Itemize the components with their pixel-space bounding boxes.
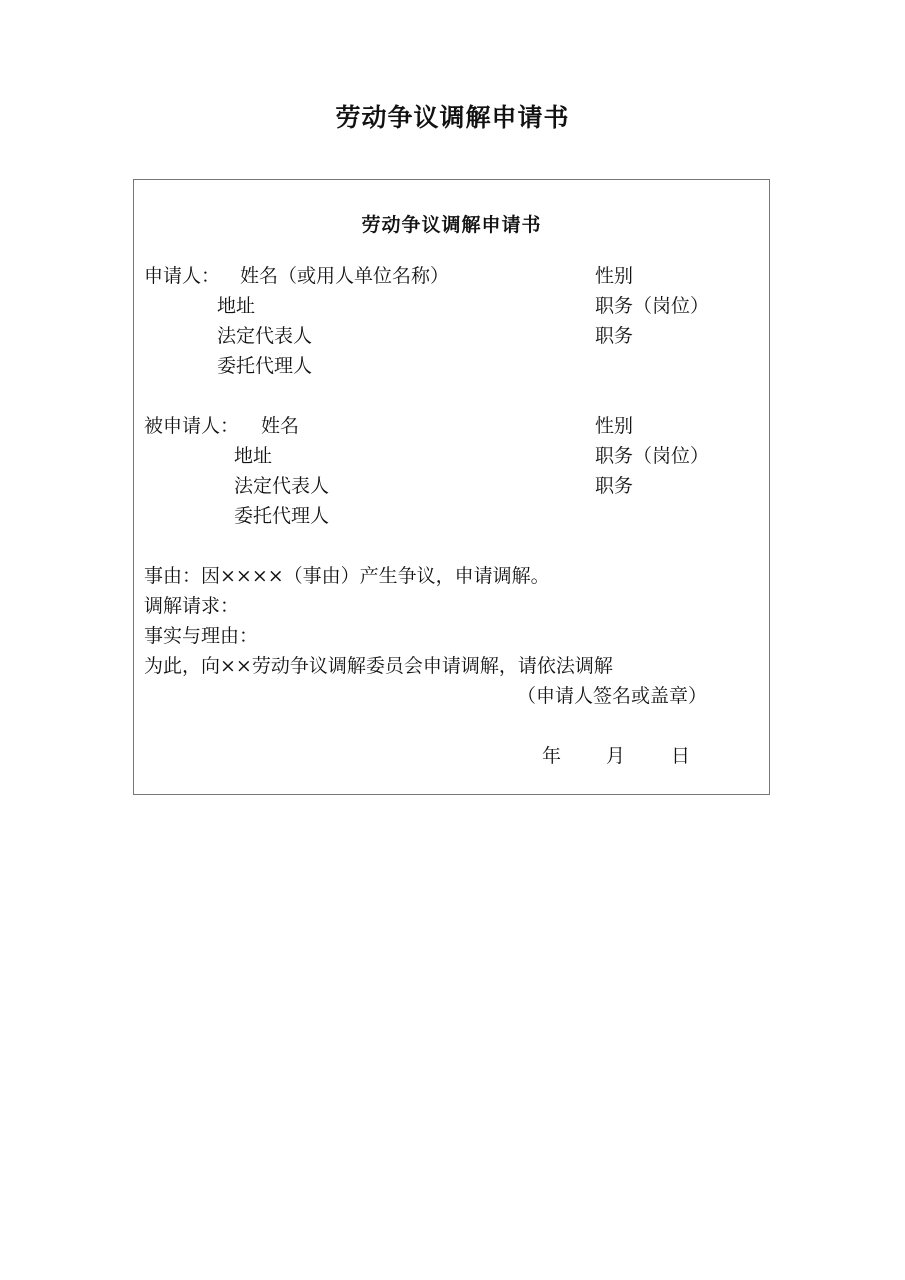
applicant-address-label: 地址	[217, 295, 256, 317]
cause-line: 事由：因××××（事由）产生争议，申请调解。	[144, 565, 550, 587]
facts-line: 事实与理由：	[144, 625, 259, 647]
applicant-agent-label: 委托代理人	[217, 355, 313, 377]
respondent-name-label: 姓名	[261, 415, 300, 437]
date-month-label: 月	[606, 745, 626, 767]
respondent-position-post-label: 职务（岗位）	[595, 445, 710, 467]
applicant-position-post-label: 职务（岗位）	[595, 295, 710, 317]
date-day-label: 日	[671, 745, 691, 767]
application-form-box	[133, 179, 770, 795]
date-year-label: 年	[542, 745, 562, 767]
document-title: 劳动争议调解申请书	[335, 103, 570, 132]
applicant-gender-label: 性别	[595, 265, 634, 287]
respondent-legal-rep-label: 法定代表人	[234, 475, 330, 497]
form-title: 劳动争议调解申请书	[361, 214, 542, 236]
signature-line: （申请人签名或盖章）	[517, 685, 708, 707]
respondent-label: 被申请人：	[144, 415, 240, 437]
respondent-address-label: 地址	[234, 445, 273, 467]
respondent-position-label: 职务	[595, 475, 634, 497]
respondent-gender-label: 性别	[595, 415, 634, 437]
applicant-legal-rep-label: 法定代表人	[217, 325, 313, 347]
applicant-label: 申请人：	[144, 265, 221, 287]
applicant-name-label: 姓名（或用人单位名称）	[240, 265, 450, 287]
request-line: 调解请求：	[144, 595, 240, 617]
closing-line: 为此，向××劳动争议调解委员会申请调解，请依法调解	[144, 655, 613, 677]
respondent-agent-label: 委托代理人	[234, 505, 330, 527]
applicant-position-label: 职务	[595, 325, 634, 347]
